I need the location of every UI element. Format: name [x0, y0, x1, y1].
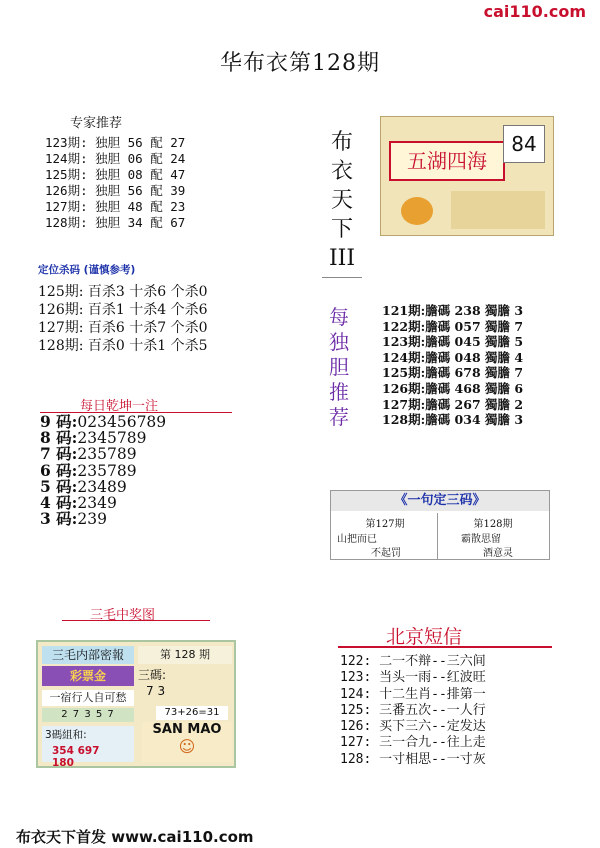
list-item: 122: 二一不辩--三六间 — [340, 654, 486, 669]
code-value: 2345789 — [77, 429, 147, 448]
list-item: 124期:膽碼 048 獨膽 4 — [382, 349, 524, 365]
code-value: 239 — [77, 510, 107, 529]
page-title: 华布衣第128期 — [220, 51, 380, 76]
list-item: 125期: 百杀3 十杀6 个杀0 — [38, 284, 208, 300]
sanmao-brand: 彩票金 — [42, 666, 134, 686]
vertical-char: 布 — [330, 130, 353, 155]
list-item: 126期: 百杀1 十杀4 个杀6 — [38, 302, 208, 318]
sanmao-logo — [142, 722, 232, 762]
yiju-col1: 第127期 — [365, 519, 405, 530]
vertical-char: 独 — [329, 330, 349, 354]
lotus-icon — [401, 197, 433, 225]
list-item: 128期: 独胆 34 配 67 — [45, 215, 186, 230]
wuhu-card — [380, 116, 554, 236]
vertical-char: 下 — [330, 217, 353, 242]
sanmao-digits: 2 7 3 5 7 — [42, 708, 134, 722]
yiju-title: 《一句定三码》 — [331, 491, 549, 511]
daily-title: 每日乾坤一注 — [80, 399, 159, 414]
code-label: 6 码: — [40, 460, 78, 480]
divider — [62, 620, 210, 621]
sanmao-slogan: 一宿行人自可愁 — [42, 690, 134, 706]
code-label: 5 码: — [40, 476, 78, 496]
sanmao-header: 三毛内部密報 — [42, 646, 134, 664]
vertical-char: III — [328, 246, 356, 271]
list-item: 124: 十二生肖--排第一 — [340, 686, 486, 702]
sanmao-card — [36, 640, 236, 768]
beijing-title: 北京短信 — [386, 626, 463, 648]
daily-list — [40, 414, 166, 527]
vertical-char: 推 — [329, 380, 349, 404]
list-item: 125期: 独胆 08 配 47 — [45, 167, 186, 182]
list-item: 123期:膽碼 045 獨膽 5 — [382, 334, 524, 350]
yiju-r2c2: 酒意灵 — [483, 548, 513, 559]
divider — [322, 277, 362, 278]
wuhu-number: 84 — [503, 125, 545, 163]
list-item: 128: 一寸相思--一寸灰 — [340, 751, 486, 767]
code-label: 4 码: — [40, 493, 78, 513]
list-item: 127: 三一合九--往上走 — [340, 735, 486, 751]
combo-values: 354 697 180 — [52, 745, 100, 769]
sanmao-issue — [138, 646, 232, 664]
code-label: 9 码: — [40, 412, 78, 431]
list-item: 121期:膽碼 238 獨膽 3 — [382, 303, 524, 318]
vertical-char: 每 — [329, 305, 349, 329]
list-item: 123: 当头一雨--红波旺 — [340, 670, 486, 686]
list-item — [40, 511, 166, 527]
code-value: 235789 — [77, 445, 137, 464]
dingwei-list — [38, 283, 208, 355]
sanmao-face-icon: ☺ — [178, 737, 196, 756]
code-value: 235789 — [77, 461, 137, 480]
vertical-char: 胆 — [329, 355, 349, 379]
code-label: 3 码: — [40, 509, 78, 529]
vertical-char: 天 — [330, 188, 353, 213]
list-item: 128期:膽碼 034 獨膽 3 — [382, 412, 524, 428]
list-item: 122期:膽碼 057 獨膽 7 — [382, 318, 524, 334]
code-value: 2349 — [77, 494, 117, 513]
three-code-label: 三碼: — [138, 668, 167, 682]
issue-label: 第 — [160, 648, 171, 661]
yiju-col2: 第128期 — [473, 519, 513, 530]
yiju-card — [330, 490, 550, 560]
yiju-r2c1: 不起罚 — [371, 548, 401, 559]
code-value: 023456789 — [77, 413, 167, 431]
issue-suffix: 期 — [199, 648, 210, 661]
list-item: 125: 三番五次--一人行 — [340, 702, 486, 718]
list-item: 126: 买下三六--定发达 — [340, 719, 486, 735]
yiju-r1c1: 山把而已 — [337, 534, 377, 545]
site-url[interactable]: cai110.com — [483, 2, 586, 21]
list-item: 124期: 独胆 06 配 24 — [45, 151, 186, 166]
dingwei-title: 定位杀码 (谨慎参考) — [38, 264, 136, 276]
divider — [338, 646, 552, 648]
expert-title: 专家推荐 — [70, 116, 123, 131]
sanmao-en: SAN MAO — [152, 722, 222, 737]
buyi-vertical-title — [326, 128, 358, 273]
list-item: 123期: 独胆 56 配 27 — [45, 135, 186, 150]
decor-band — [451, 191, 545, 229]
list-item: 127期:膽碼 267 獨膽 2 — [382, 396, 524, 412]
list-item: 127期: 百杀6 十杀7 个杀0 — [38, 320, 208, 336]
three-code: 7 3 — [146, 684, 166, 698]
meidu-vertical-title — [322, 305, 356, 430]
vertical-char: 衣 — [330, 159, 353, 184]
beijing-list — [340, 654, 486, 768]
code-value: 23489 — [77, 477, 127, 496]
footer: 布衣天下首发 www.cai110.com — [16, 828, 254, 846]
sanmao-title: 三毛中奖图 — [90, 608, 156, 623]
list-item: 126期: 独胆 56 配 39 — [45, 183, 186, 198]
code-label: 8 码: — [40, 428, 78, 448]
combo-panel — [42, 726, 134, 769]
expert-list — [45, 135, 185, 231]
list-item: 127期: 独胆 48 配 23 — [45, 199, 186, 214]
yiju-r1c2: 霸散思留 — [461, 534, 501, 545]
issue-number: 128 — [174, 648, 196, 661]
list-item: 126期:膽碼 468 獨膽 6 — [382, 380, 524, 396]
meidu-list — [382, 303, 523, 428]
code-label: 7 码: — [40, 444, 78, 464]
vertical-char: 荐 — [329, 405, 349, 429]
list-item: 125期:膽碼 678 獨膽 7 — [382, 365, 524, 381]
divider — [437, 513, 438, 559]
wuhu-title: 五湖四海 — [389, 141, 505, 181]
sanmao-formula: 73+26=31 — [156, 706, 228, 720]
list-item: 128期: 百杀0 十杀1 个杀5 — [38, 338, 208, 354]
combo-label: 3碼組和: — [45, 729, 87, 741]
